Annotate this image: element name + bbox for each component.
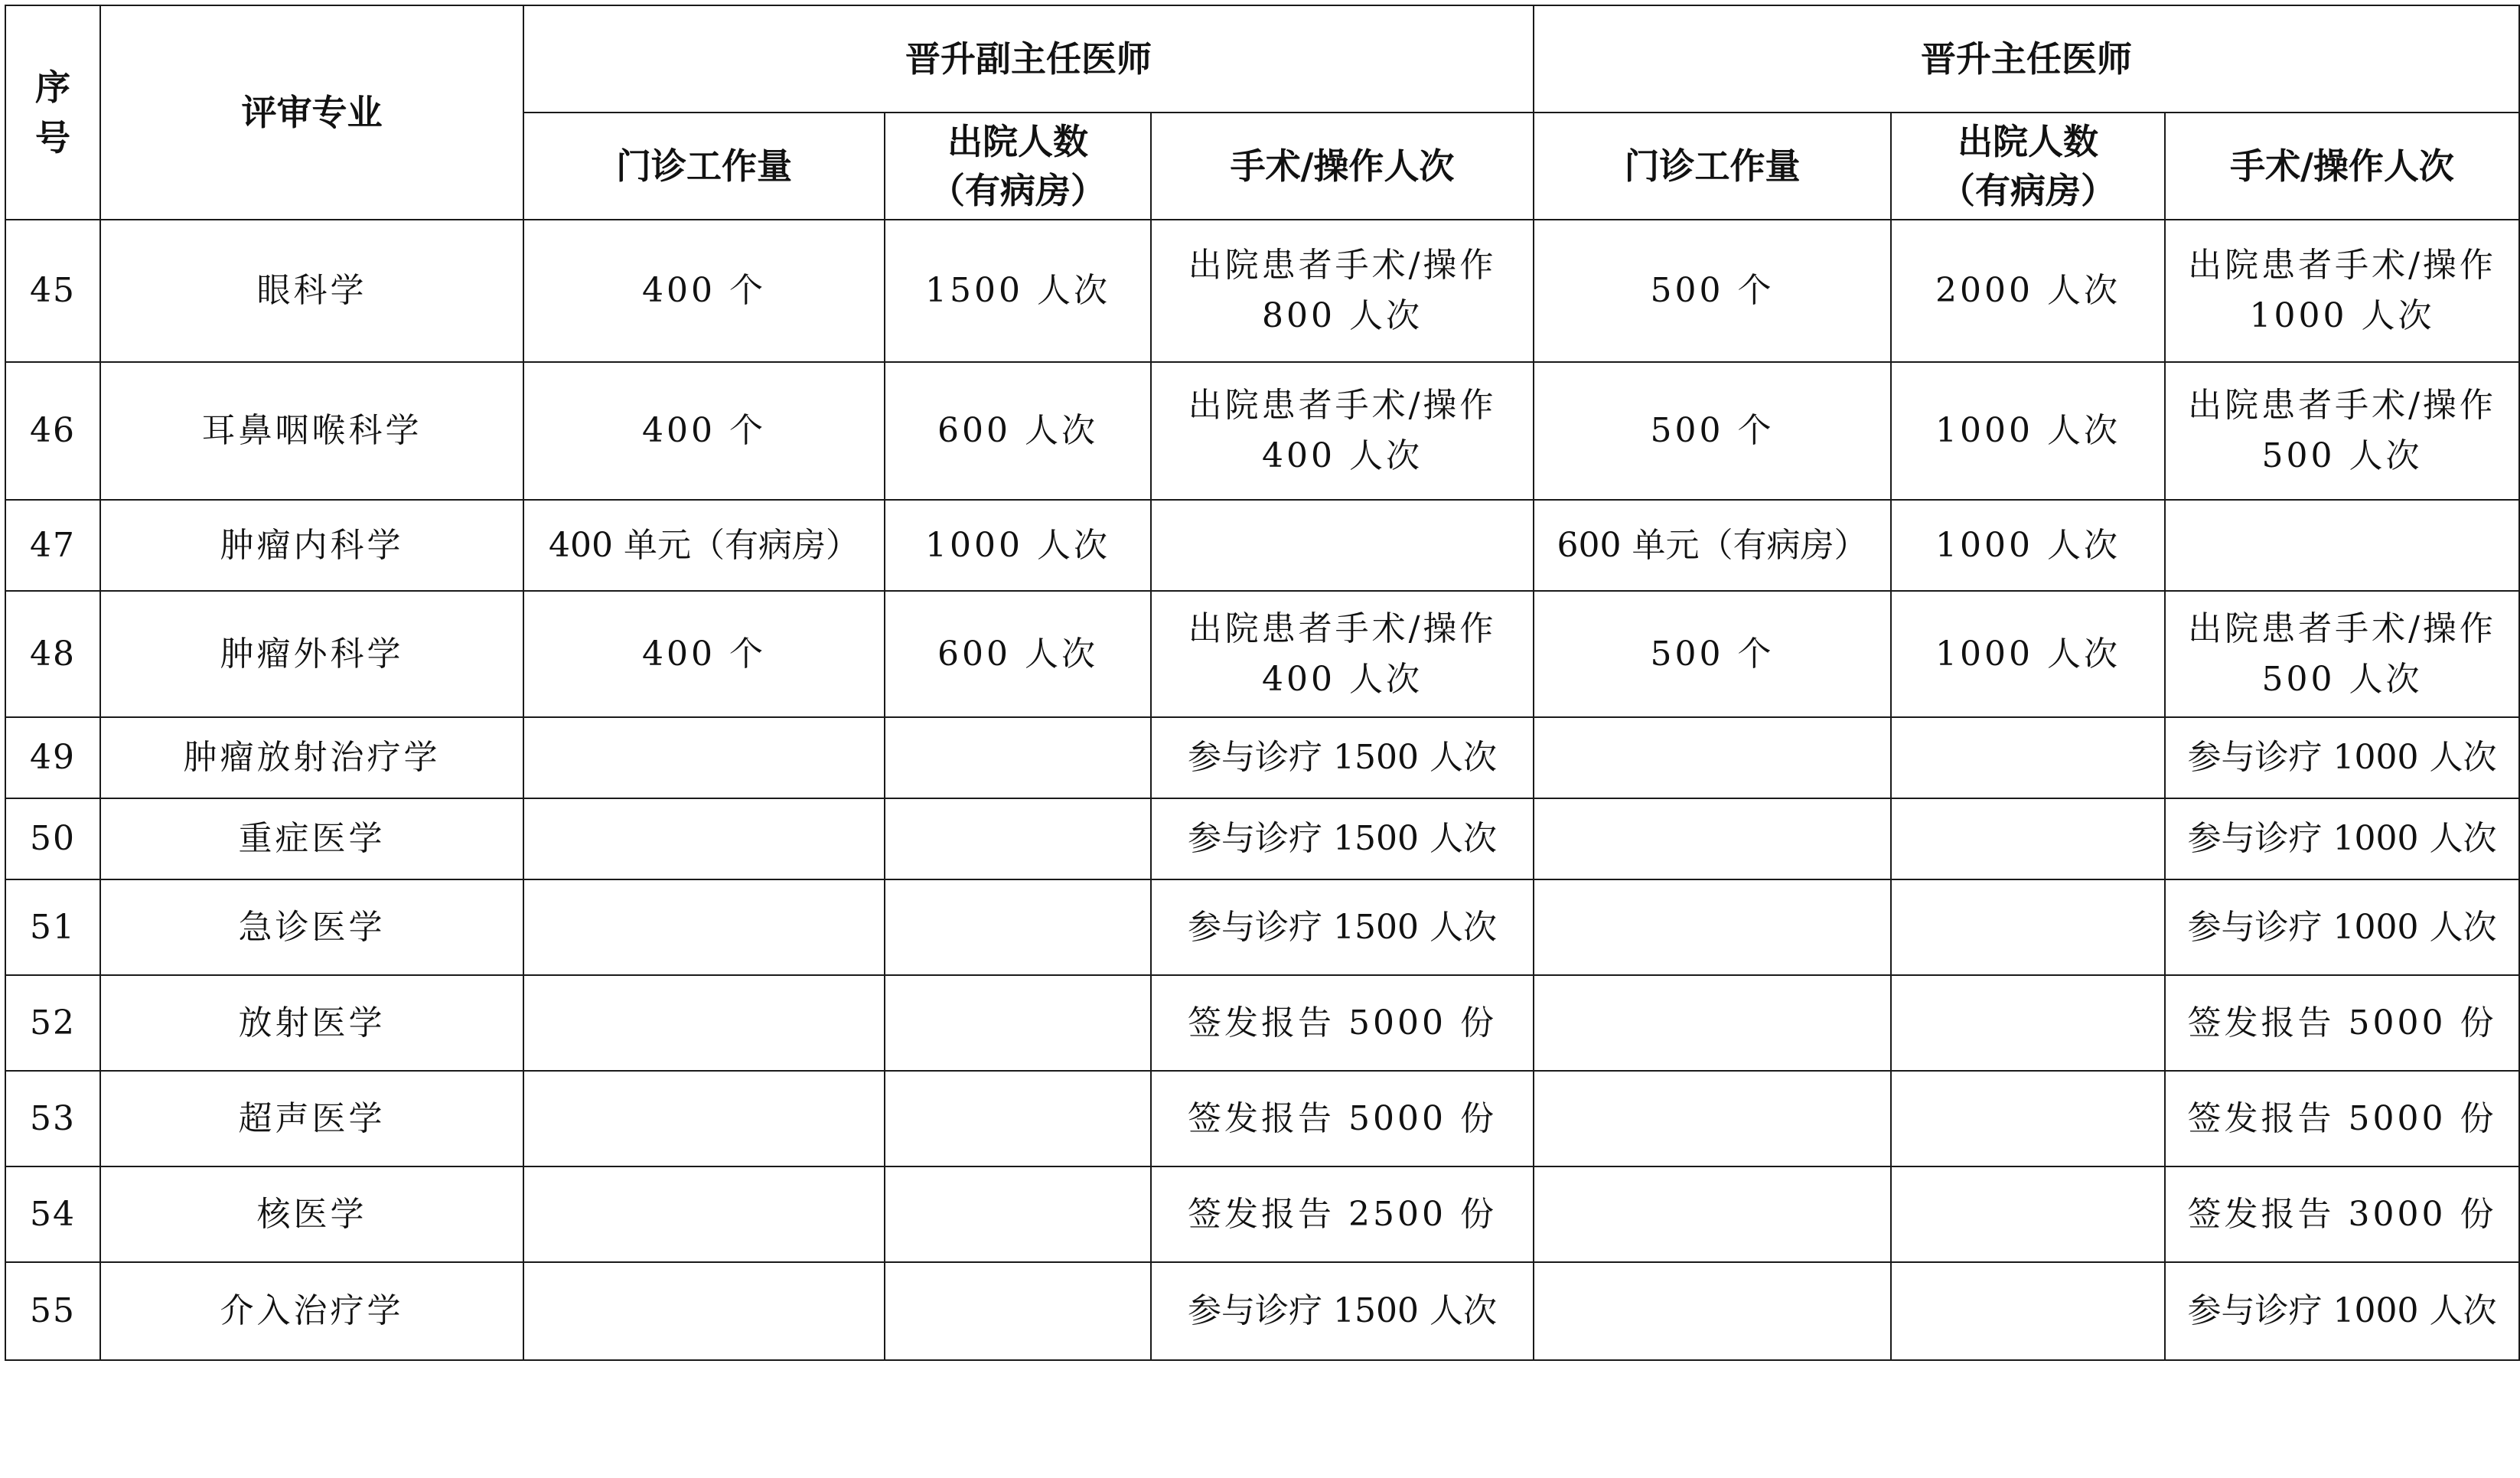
header-seq: 序号 bbox=[5, 5, 100, 220]
cell-surgery: 出院患者手术/操作 1000 人次 bbox=[2165, 220, 2519, 362]
cell-outpatient: 400 个 bbox=[523, 220, 885, 362]
header-specialty: 评审专业 bbox=[100, 5, 523, 220]
header-group-chief: 晋升主任医师 bbox=[1534, 5, 2519, 113]
row-specialty: 放射医学 bbox=[100, 975, 523, 1071]
row-specialty: 肿瘤放射治疗学 bbox=[100, 717, 523, 798]
row-specialty: 介入治疗学 bbox=[100, 1262, 523, 1360]
cell-surgery: 参与诊疗 1500 人次 bbox=[1151, 717, 1534, 798]
row-number: 53 bbox=[5, 1071, 100, 1166]
cell-outpatient bbox=[523, 717, 885, 798]
cell-discharge bbox=[1891, 717, 2165, 798]
row-number: 48 bbox=[5, 591, 100, 717]
cell-discharge bbox=[885, 1262, 1151, 1360]
cell-surgery: 签发报告 5000 份 bbox=[2165, 1071, 2519, 1166]
cell-outpatient bbox=[1534, 1071, 1891, 1166]
cell-outpatient bbox=[523, 798, 885, 879]
table-row bbox=[5, 591, 2519, 717]
cell-discharge bbox=[885, 879, 1151, 975]
cell-discharge: 1500 人次 bbox=[885, 220, 1151, 362]
row-specialty: 肿瘤外科学 bbox=[100, 591, 523, 717]
cell-outpatient bbox=[1534, 798, 1891, 879]
header-col-outpatient: 门诊工作量 bbox=[1534, 113, 1891, 220]
row-number: 52 bbox=[5, 975, 100, 1071]
cell-discharge: 600 人次 bbox=[885, 591, 1151, 717]
cell-discharge bbox=[885, 975, 1151, 1071]
cell-surgery: 签发报告 2500 份 bbox=[1151, 1166, 1534, 1262]
cell-discharge: 2000 人次 bbox=[1891, 220, 2165, 362]
header-col-discharge: 出院人数 （有病房） bbox=[1891, 113, 2165, 220]
header-col-outpatient: 门诊工作量 bbox=[523, 113, 885, 220]
cell-surgery bbox=[1151, 500, 1534, 591]
cell-outpatient bbox=[523, 1071, 885, 1166]
cell-discharge: 1000 人次 bbox=[885, 500, 1151, 591]
cell-surgery: 签发报告 5000 份 bbox=[1151, 1071, 1534, 1166]
cell-surgery: 签发报告 5000 份 bbox=[2165, 975, 2519, 1071]
cell-discharge bbox=[885, 1071, 1151, 1166]
cell-surgery: 签发报告 3000 份 bbox=[2165, 1166, 2519, 1262]
row-number: 45 bbox=[5, 220, 100, 362]
cell-surgery: 参与诊疗 1000 人次 bbox=[2165, 798, 2519, 879]
table-row bbox=[5, 879, 2519, 975]
cell-discharge: 600 人次 bbox=[885, 362, 1151, 500]
table-row bbox=[5, 717, 2519, 798]
cell-outpatient bbox=[1534, 975, 1891, 1071]
cell-surgery: 参与诊疗 1000 人次 bbox=[2165, 879, 2519, 975]
cell-discharge bbox=[1891, 798, 2165, 879]
cell-outpatient bbox=[523, 879, 885, 975]
cell-surgery: 出院患者手术/操作 500 人次 bbox=[2165, 362, 2519, 500]
cell-discharge bbox=[1891, 1166, 2165, 1262]
cell-outpatient bbox=[523, 975, 885, 1071]
cell-outpatient: 500 个 bbox=[1534, 591, 1891, 717]
header-col-surgery: 手术/操作人次 bbox=[1151, 113, 1534, 220]
row-number: 47 bbox=[5, 500, 100, 591]
cell-discharge bbox=[885, 717, 1151, 798]
row-number: 49 bbox=[5, 717, 100, 798]
cell-surgery: 出院患者手术/操作 500 人次 bbox=[2165, 591, 2519, 717]
cell-surgery: 参与诊疗 1500 人次 bbox=[1151, 798, 1534, 879]
row-specialty: 超声医学 bbox=[100, 1071, 523, 1166]
cell-discharge bbox=[1891, 1262, 2165, 1360]
cell-surgery: 出院患者手术/操作400 人次 bbox=[1151, 591, 1534, 717]
cell-discharge bbox=[885, 1166, 1151, 1262]
cell-outpatient: 500 个 bbox=[1534, 220, 1891, 362]
cell-discharge: 1000 人次 bbox=[1891, 591, 2165, 717]
cell-surgery: 参与诊疗 1000 人次 bbox=[2165, 717, 2519, 798]
row-specialty: 重症医学 bbox=[100, 798, 523, 879]
header-col-discharge: 出院人数 （有病房） bbox=[885, 113, 1151, 220]
table-row bbox=[5, 798, 2519, 879]
row-specialty: 急诊医学 bbox=[100, 879, 523, 975]
cell-outpatient bbox=[1534, 1166, 1891, 1262]
row-number: 55 bbox=[5, 1262, 100, 1360]
cell-outpatient bbox=[1534, 717, 1891, 798]
row-specialty: 眼科学 bbox=[100, 220, 523, 362]
table-row bbox=[5, 1166, 2519, 1262]
table-row bbox=[5, 500, 2519, 591]
table-row bbox=[5, 220, 2519, 362]
table-row bbox=[5, 1071, 2519, 1166]
cell-surgery: 出院患者手术/操作400 人次 bbox=[1151, 362, 1534, 500]
cell-surgery: 参与诊疗 1000 人次 bbox=[2165, 1262, 2519, 1360]
cell-outpatient: 500 个 bbox=[1534, 362, 1891, 500]
cell-surgery: 签发报告 5000 份 bbox=[1151, 975, 1534, 1071]
table-row bbox=[5, 975, 2519, 1071]
header-group-associate-chief: 晋升副主任医师 bbox=[523, 5, 1534, 113]
row-number: 51 bbox=[5, 879, 100, 975]
cell-surgery: 出院患者手术/操作800 人次 bbox=[1151, 220, 1534, 362]
cell-outpatient bbox=[1534, 879, 1891, 975]
cell-outpatient: 400 个 bbox=[523, 591, 885, 717]
row-specialty: 肿瘤内科学 bbox=[100, 500, 523, 591]
row-specialty: 核医学 bbox=[100, 1166, 523, 1262]
cell-discharge bbox=[1891, 1071, 2165, 1166]
cell-surgery: 参与诊疗 1500 人次 bbox=[1151, 879, 1534, 975]
cell-discharge: 1000 人次 bbox=[1891, 500, 2165, 591]
cell-discharge bbox=[1891, 975, 2165, 1071]
cell-outpatient bbox=[523, 1166, 885, 1262]
row-number: 46 bbox=[5, 362, 100, 500]
evaluation-requirements-table bbox=[5, 5, 2520, 1361]
header-row-groups bbox=[5, 5, 2519, 113]
cell-discharge: 1000 人次 bbox=[1891, 362, 2165, 500]
cell-discharge bbox=[1891, 879, 2165, 975]
table-row bbox=[5, 1262, 2519, 1360]
table-row bbox=[5, 362, 2519, 500]
cell-outpatient bbox=[1534, 1262, 1891, 1360]
cell-outpatient: 600 单元（有病房） bbox=[1534, 500, 1891, 591]
row-number: 54 bbox=[5, 1166, 100, 1262]
row-number: 50 bbox=[5, 798, 100, 879]
cell-discharge bbox=[885, 798, 1151, 879]
cell-surgery: 参与诊疗 1500 人次 bbox=[1151, 1262, 1534, 1360]
row-specialty: 耳鼻咽喉科学 bbox=[100, 362, 523, 500]
cell-outpatient bbox=[523, 1262, 885, 1360]
cell-surgery bbox=[2165, 500, 2519, 591]
header-col-surgery: 手术/操作人次 bbox=[2165, 113, 2519, 220]
cell-outpatient: 400 个 bbox=[523, 362, 885, 500]
cell-outpatient: 400 单元（有病房） bbox=[523, 500, 885, 591]
